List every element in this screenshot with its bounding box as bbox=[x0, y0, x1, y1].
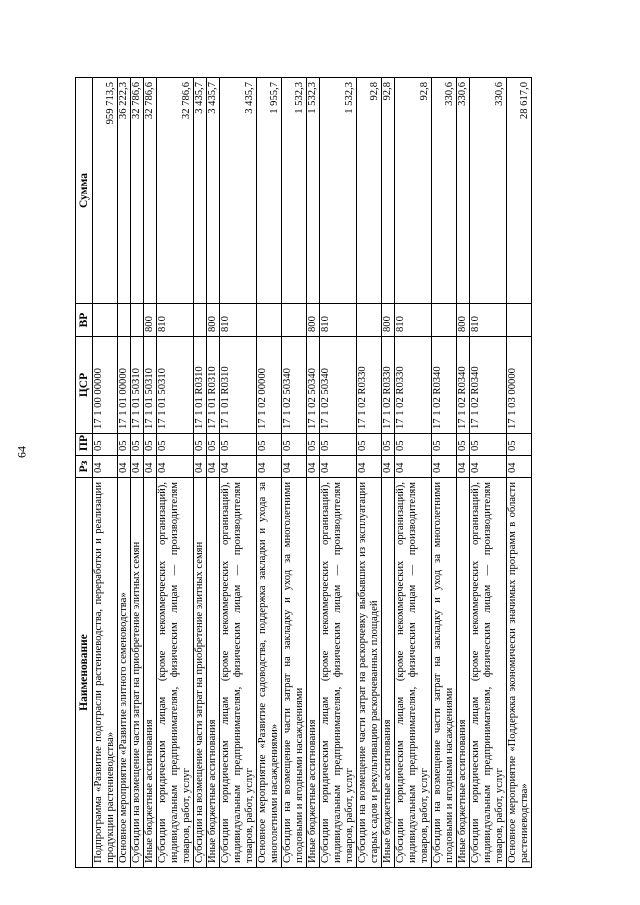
table-row bbox=[507, 78, 532, 868]
table-row bbox=[144, 78, 157, 868]
cell-name: Субсидии юридическим лицам (кроме некоммерческих организаций), индивидуальным предпринимателям, физическим лицам — производителям товаров, работ, услуг bbox=[157, 478, 194, 868]
cell-name: Основное мероприятие «Поддержка экономически значимых программ в области растениеводства» bbox=[507, 478, 532, 868]
cell-csr: 17 1 01 R0310 bbox=[207, 337, 220, 434]
cell-sum: 1 532,3 bbox=[307, 78, 320, 304]
cell-csr: 17 1 00 00000 bbox=[93, 337, 118, 434]
cell-name: Субсидии юридическим лицам (кроме некоммерческих организаций), индивидуальным предпринимателям, физическим лицам — производителям товаров, работ, услуг bbox=[320, 478, 357, 868]
cell-rz: 04 bbox=[320, 456, 357, 478]
table-row bbox=[470, 78, 507, 868]
table-header-row bbox=[76, 78, 93, 868]
cell-name: Субсидии на возмещение части затрат на закладку и уход за многолетними плодовыми и ягодными насаждениями bbox=[282, 478, 307, 868]
cell-sum: 92,8 bbox=[395, 78, 432, 304]
cell-rz: 04 bbox=[395, 456, 432, 478]
table-row bbox=[257, 78, 282, 868]
cell-name: Субсидии юридическим лицам (кроме некоммерческих организаций), индивидуальным предпринимателям, физическим лицам — производителям товаров, работ, услуг bbox=[395, 478, 432, 868]
cell-vr bbox=[282, 304, 307, 337]
cell-vr bbox=[357, 304, 382, 337]
cell-rz: 04 bbox=[131, 456, 144, 478]
cell-rz: 04 bbox=[307, 456, 320, 478]
cell-pr: 05 bbox=[220, 434, 257, 456]
cell-vr bbox=[131, 304, 144, 337]
cell-sum: 92,8 bbox=[382, 78, 395, 304]
cell-pr: 05 bbox=[470, 434, 507, 456]
header-rz: Рз bbox=[76, 456, 93, 478]
cell-sum: 36 222,3 bbox=[118, 78, 131, 304]
cell-vr: 800 bbox=[207, 304, 220, 337]
cell-csr: 17 1 02 50340 bbox=[282, 337, 307, 434]
cell-rz: 04 bbox=[282, 456, 307, 478]
cell-rz: 04 bbox=[194, 456, 207, 478]
cell-name: Иные бюджетные ассигнования bbox=[207, 478, 220, 868]
cell-name: Основное мероприятие «Развитие садоводства, поддержка закладки и ухода за многолетними насаждениями» bbox=[257, 478, 282, 868]
cell-rz: 04 bbox=[432, 456, 457, 478]
cell-name: Субсидии на возмещение части затрат на раскорчевку выбывших из эксплуатации старых садов и рекультивацию раскорчеванных площадей bbox=[357, 478, 382, 868]
cell-sum: 330,6 bbox=[470, 78, 507, 304]
table-row bbox=[307, 78, 320, 868]
cell-csr: 17 1 02 50340 bbox=[320, 337, 357, 434]
cell-csr: 17 1 02 00000 bbox=[257, 337, 282, 434]
cell-name: Субсидии на возмещение части затрат на приобретение элитных семян bbox=[194, 478, 207, 868]
cell-csr: 17 1 01 R0310 bbox=[220, 337, 257, 434]
cell-csr: 17 1 01 50310 bbox=[144, 337, 157, 434]
cell-rz: 04 bbox=[382, 456, 395, 478]
table-row bbox=[382, 78, 395, 868]
table-row bbox=[432, 78, 457, 868]
cell-name: Иные бюджетные ассигнования bbox=[457, 478, 470, 868]
cell-sum: 959 713,5 bbox=[93, 78, 118, 304]
cell-pr: 05 bbox=[395, 434, 432, 456]
cell-csr: 17 1 01 00000 bbox=[118, 337, 131, 434]
cell-vr bbox=[432, 304, 457, 337]
cell-sum: 3 435,7 bbox=[194, 78, 207, 304]
table-row bbox=[320, 78, 357, 868]
cell-sum: 1 955,7 bbox=[257, 78, 282, 304]
cell-sum: 1 532,3 bbox=[320, 78, 357, 304]
cell-name: Субсидии на возмещение части затрат на приобретение элитных семян bbox=[131, 478, 144, 868]
table-row bbox=[357, 78, 382, 868]
cell-pr: 05 bbox=[118, 434, 131, 456]
cell-csr: 17 1 01 50310 bbox=[131, 337, 144, 434]
cell-csr: 17 1 01 R0310 bbox=[194, 337, 207, 434]
table-row bbox=[220, 78, 257, 868]
cell-pr: 05 bbox=[382, 434, 395, 456]
cell-name: Основное мероприятие «Развитие элитного семеноводства» bbox=[118, 478, 131, 868]
table-row bbox=[157, 78, 194, 868]
cell-name: Субсидии юридическим лицам (кроме некоммерческих организаций), индивидуальным предпринимателям, физическим лицам — производителям товаров, работ, услуг bbox=[220, 478, 257, 868]
table-row bbox=[194, 78, 207, 868]
cell-pr: 05 bbox=[131, 434, 144, 456]
cell-pr: 05 bbox=[144, 434, 157, 456]
cell-vr: 800 bbox=[457, 304, 470, 337]
cell-csr: 17 1 01 50310 bbox=[157, 337, 194, 434]
cell-vr bbox=[194, 304, 207, 337]
cell-csr: 17 1 02 R0340 bbox=[470, 337, 507, 434]
cell-vr bbox=[507, 304, 532, 337]
cell-name: Иные бюджетные ассигнования bbox=[307, 478, 320, 868]
header-name: Наименование bbox=[76, 478, 93, 868]
table-row bbox=[395, 78, 432, 868]
table-row bbox=[118, 78, 131, 868]
cell-rz: 04 bbox=[93, 456, 118, 478]
cell-sum: 32 786,6 bbox=[131, 78, 144, 304]
page-number: 64 bbox=[14, 446, 29, 458]
cell-sum: 330,6 bbox=[432, 78, 457, 304]
cell-rz: 04 bbox=[144, 456, 157, 478]
cell-rz: 04 bbox=[257, 456, 282, 478]
table-row bbox=[282, 78, 307, 868]
cell-sum: 92,8 bbox=[357, 78, 382, 304]
header-pr: ПР bbox=[76, 434, 93, 456]
cell-vr: 810 bbox=[320, 304, 357, 337]
cell-vr: 810 bbox=[220, 304, 257, 337]
table-row bbox=[207, 78, 220, 868]
cell-pr: 05 bbox=[320, 434, 357, 456]
cell-pr: 05 bbox=[457, 434, 470, 456]
cell-name: Иные бюджетные ассигнования bbox=[382, 478, 395, 868]
cell-vr: 800 bbox=[144, 304, 157, 337]
cell-rz: 04 bbox=[357, 456, 382, 478]
cell-sum: 32 786,6 bbox=[157, 78, 194, 304]
cell-pr: 05 bbox=[157, 434, 194, 456]
cell-csr: 17 1 02 R0330 bbox=[395, 337, 432, 434]
budget-table bbox=[75, 77, 532, 868]
cell-sum: 32 786,6 bbox=[144, 78, 157, 304]
table-row bbox=[131, 78, 144, 868]
cell-vr: 800 bbox=[382, 304, 395, 337]
cell-csr: 17 1 02 R0340 bbox=[457, 337, 470, 434]
cell-csr: 17 1 02 R0330 bbox=[382, 337, 395, 434]
cell-vr: 810 bbox=[395, 304, 432, 337]
cell-vr bbox=[118, 304, 131, 337]
cell-pr: 05 bbox=[432, 434, 457, 456]
cell-rz: 04 bbox=[470, 456, 507, 478]
header-sum: Сумма bbox=[76, 78, 93, 304]
cell-rz: 04 bbox=[507, 456, 532, 478]
cell-sum: 330,6 bbox=[457, 78, 470, 304]
table-row bbox=[93, 78, 118, 868]
cell-pr: 05 bbox=[93, 434, 118, 456]
cell-pr: 05 bbox=[207, 434, 220, 456]
cell-csr: 17 1 03 00000 bbox=[507, 337, 532, 434]
cell-pr: 05 bbox=[257, 434, 282, 456]
cell-vr bbox=[257, 304, 282, 337]
cell-sum: 3 435,7 bbox=[220, 78, 257, 304]
cell-vr: 810 bbox=[470, 304, 507, 337]
cell-pr: 05 bbox=[507, 434, 532, 456]
table-body bbox=[93, 78, 532, 868]
cell-rz: 04 bbox=[118, 456, 131, 478]
cell-name: Субсидии юридическим лицам (кроме некоммерческих организаций), индивидуальным предпринимателям, физическим лицам — производителям товаров, работ, услуг bbox=[470, 478, 507, 868]
table-row bbox=[457, 78, 470, 868]
cell-rz: 04 bbox=[157, 456, 194, 478]
cell-pr: 05 bbox=[357, 434, 382, 456]
cell-vr: 810 bbox=[157, 304, 194, 337]
cell-name: Иные бюджетные ассигнования bbox=[144, 478, 157, 868]
header-csr: ЦСР bbox=[76, 337, 93, 434]
cell-pr: 05 bbox=[194, 434, 207, 456]
rotated-page-content bbox=[75, 78, 535, 868]
cell-vr: 800 bbox=[307, 304, 320, 337]
cell-name: Субсидии на возмещение части затрат на закладку и уход за многолетними плодовыми и ягодными насаждениями bbox=[432, 478, 457, 868]
cell-csr: 17 1 02 50340 bbox=[307, 337, 320, 434]
cell-rz: 04 bbox=[220, 456, 257, 478]
cell-sum: 28 617,0 bbox=[507, 78, 532, 304]
cell-sum: 1 532,3 bbox=[282, 78, 307, 304]
cell-vr bbox=[93, 304, 118, 337]
cell-pr: 05 bbox=[282, 434, 307, 456]
cell-pr: 05 bbox=[307, 434, 320, 456]
cell-sum: 3 435,7 bbox=[207, 78, 220, 304]
cell-csr: 17 1 02 R0340 bbox=[432, 337, 457, 434]
cell-csr: 17 1 02 R0330 bbox=[357, 337, 382, 434]
cell-name: Подпрограмма «Развитие подотрасли растениеводства, переработки и реализации продукции растениеводства» bbox=[93, 478, 118, 868]
header-vr: ВР bbox=[76, 304, 93, 337]
cell-rz: 04 bbox=[207, 456, 220, 478]
cell-rz: 04 bbox=[457, 456, 470, 478]
